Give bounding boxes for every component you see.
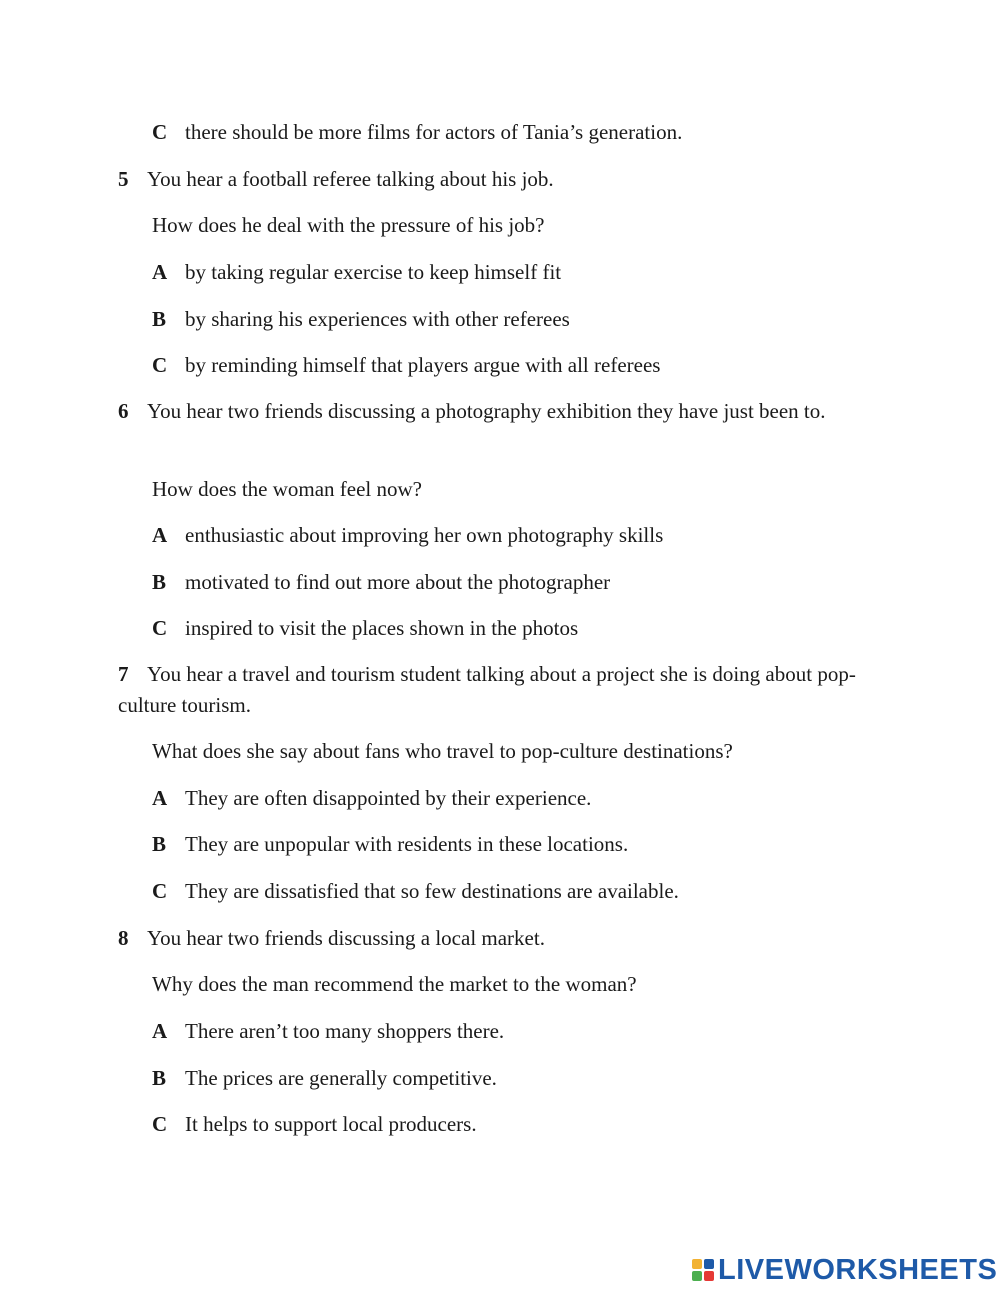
- option-7a: [152, 786, 591, 810]
- logo-brand-text: LIVEWORKSHEETS: [718, 1253, 998, 1286]
- option-text: The prices are generally competitive.: [185, 1066, 497, 1090]
- option-text: It helps to support local producers.: [185, 1112, 477, 1136]
- question-number: 7: [118, 662, 129, 686]
- option-text: There aren’t too many shoppers there.: [185, 1019, 505, 1043]
- question-5-prompt: How does he deal with the pressure of his job?: [152, 213, 545, 237]
- option-text: by reminding himself that players argue with all referees: [185, 353, 661, 377]
- option-7b: [152, 832, 628, 856]
- option-text: enthusiastic about improving her own photography skills: [185, 523, 664, 547]
- question-number: 8: [118, 926, 129, 950]
- question-intro-text: You hear a travel and tourism student talking about a project she is doing about pop-culture tourism.: [118, 662, 856, 717]
- option-6b: [152, 570, 610, 594]
- question-8-prompt: Why does the man recommend the market to the woman?: [152, 972, 637, 996]
- liveworksheets-logo-icon: [692, 1259, 714, 1281]
- option-letter: A: [152, 260, 168, 284]
- question-intro-text: You hear a football referee talking about his job.: [147, 167, 554, 191]
- option-text: They are often disappointed by their experience.: [185, 786, 592, 810]
- option-text: They are unpopular with residents in these locations.: [185, 832, 629, 856]
- question-6-prompt: How does the woman feel now?: [152, 477, 423, 501]
- option-letter: B: [152, 570, 167, 594]
- option-letter: C: [152, 616, 168, 640]
- question-number: 5: [118, 167, 129, 191]
- option-5a: [152, 260, 561, 284]
- option-letter: B: [152, 832, 167, 856]
- option-5b: [152, 307, 570, 331]
- question-5-intro: [118, 167, 554, 191]
- question-7-intro: [118, 659, 878, 721]
- question-number: 6: [118, 399, 129, 423]
- option-6a: [152, 523, 663, 547]
- option-text: by taking regular exercise to keep himself fit: [185, 260, 562, 284]
- option-text: inspired to visit the places shown in the photos: [185, 616, 579, 640]
- option-letter: A: [152, 1019, 168, 1043]
- option-text: by sharing his experiences with other referees: [185, 307, 570, 331]
- question-6-intro: [118, 396, 878, 427]
- option-row: [152, 120, 682, 144]
- question-7-prompt: What does she say about fans who travel to pop-culture destinations?: [152, 739, 733, 763]
- option-letter: C: [152, 353, 168, 377]
- logo-square-icon: [704, 1259, 714, 1269]
- option-5c: [152, 353, 660, 377]
- option-text: there should be more films for actors of Tania’s generation.: [185, 120, 683, 144]
- question-8-intro: [118, 926, 545, 950]
- option-7c: [152, 879, 679, 903]
- option-letter: B: [152, 1066, 167, 1090]
- logo-square-icon: [704, 1271, 714, 1281]
- option-8b: [152, 1066, 497, 1090]
- option-8c: [152, 1112, 477, 1136]
- option-letter: C: [152, 120, 168, 144]
- liveworksheets-logo[interactable]: [692, 1254, 997, 1286]
- option-6c: [152, 616, 578, 640]
- option-letter: A: [152, 523, 168, 547]
- option-letter: A: [152, 786, 168, 810]
- option-letter: B: [152, 307, 167, 331]
- question-intro-text: You hear two friends discussing a photography exhibition they have just been to.: [147, 399, 826, 423]
- logo-square-icon: [692, 1271, 702, 1281]
- option-letter: C: [152, 879, 168, 903]
- option-letter: C: [152, 1112, 168, 1136]
- option-8a: [152, 1019, 504, 1043]
- logo-square-icon: [692, 1259, 702, 1269]
- option-text: motivated to find out more about the photographer: [185, 570, 611, 594]
- option-text: They are dissatisfied that so few destinations are available.: [185, 879, 679, 903]
- question-intro-text: You hear two friends discussing a local market.: [147, 926, 545, 950]
